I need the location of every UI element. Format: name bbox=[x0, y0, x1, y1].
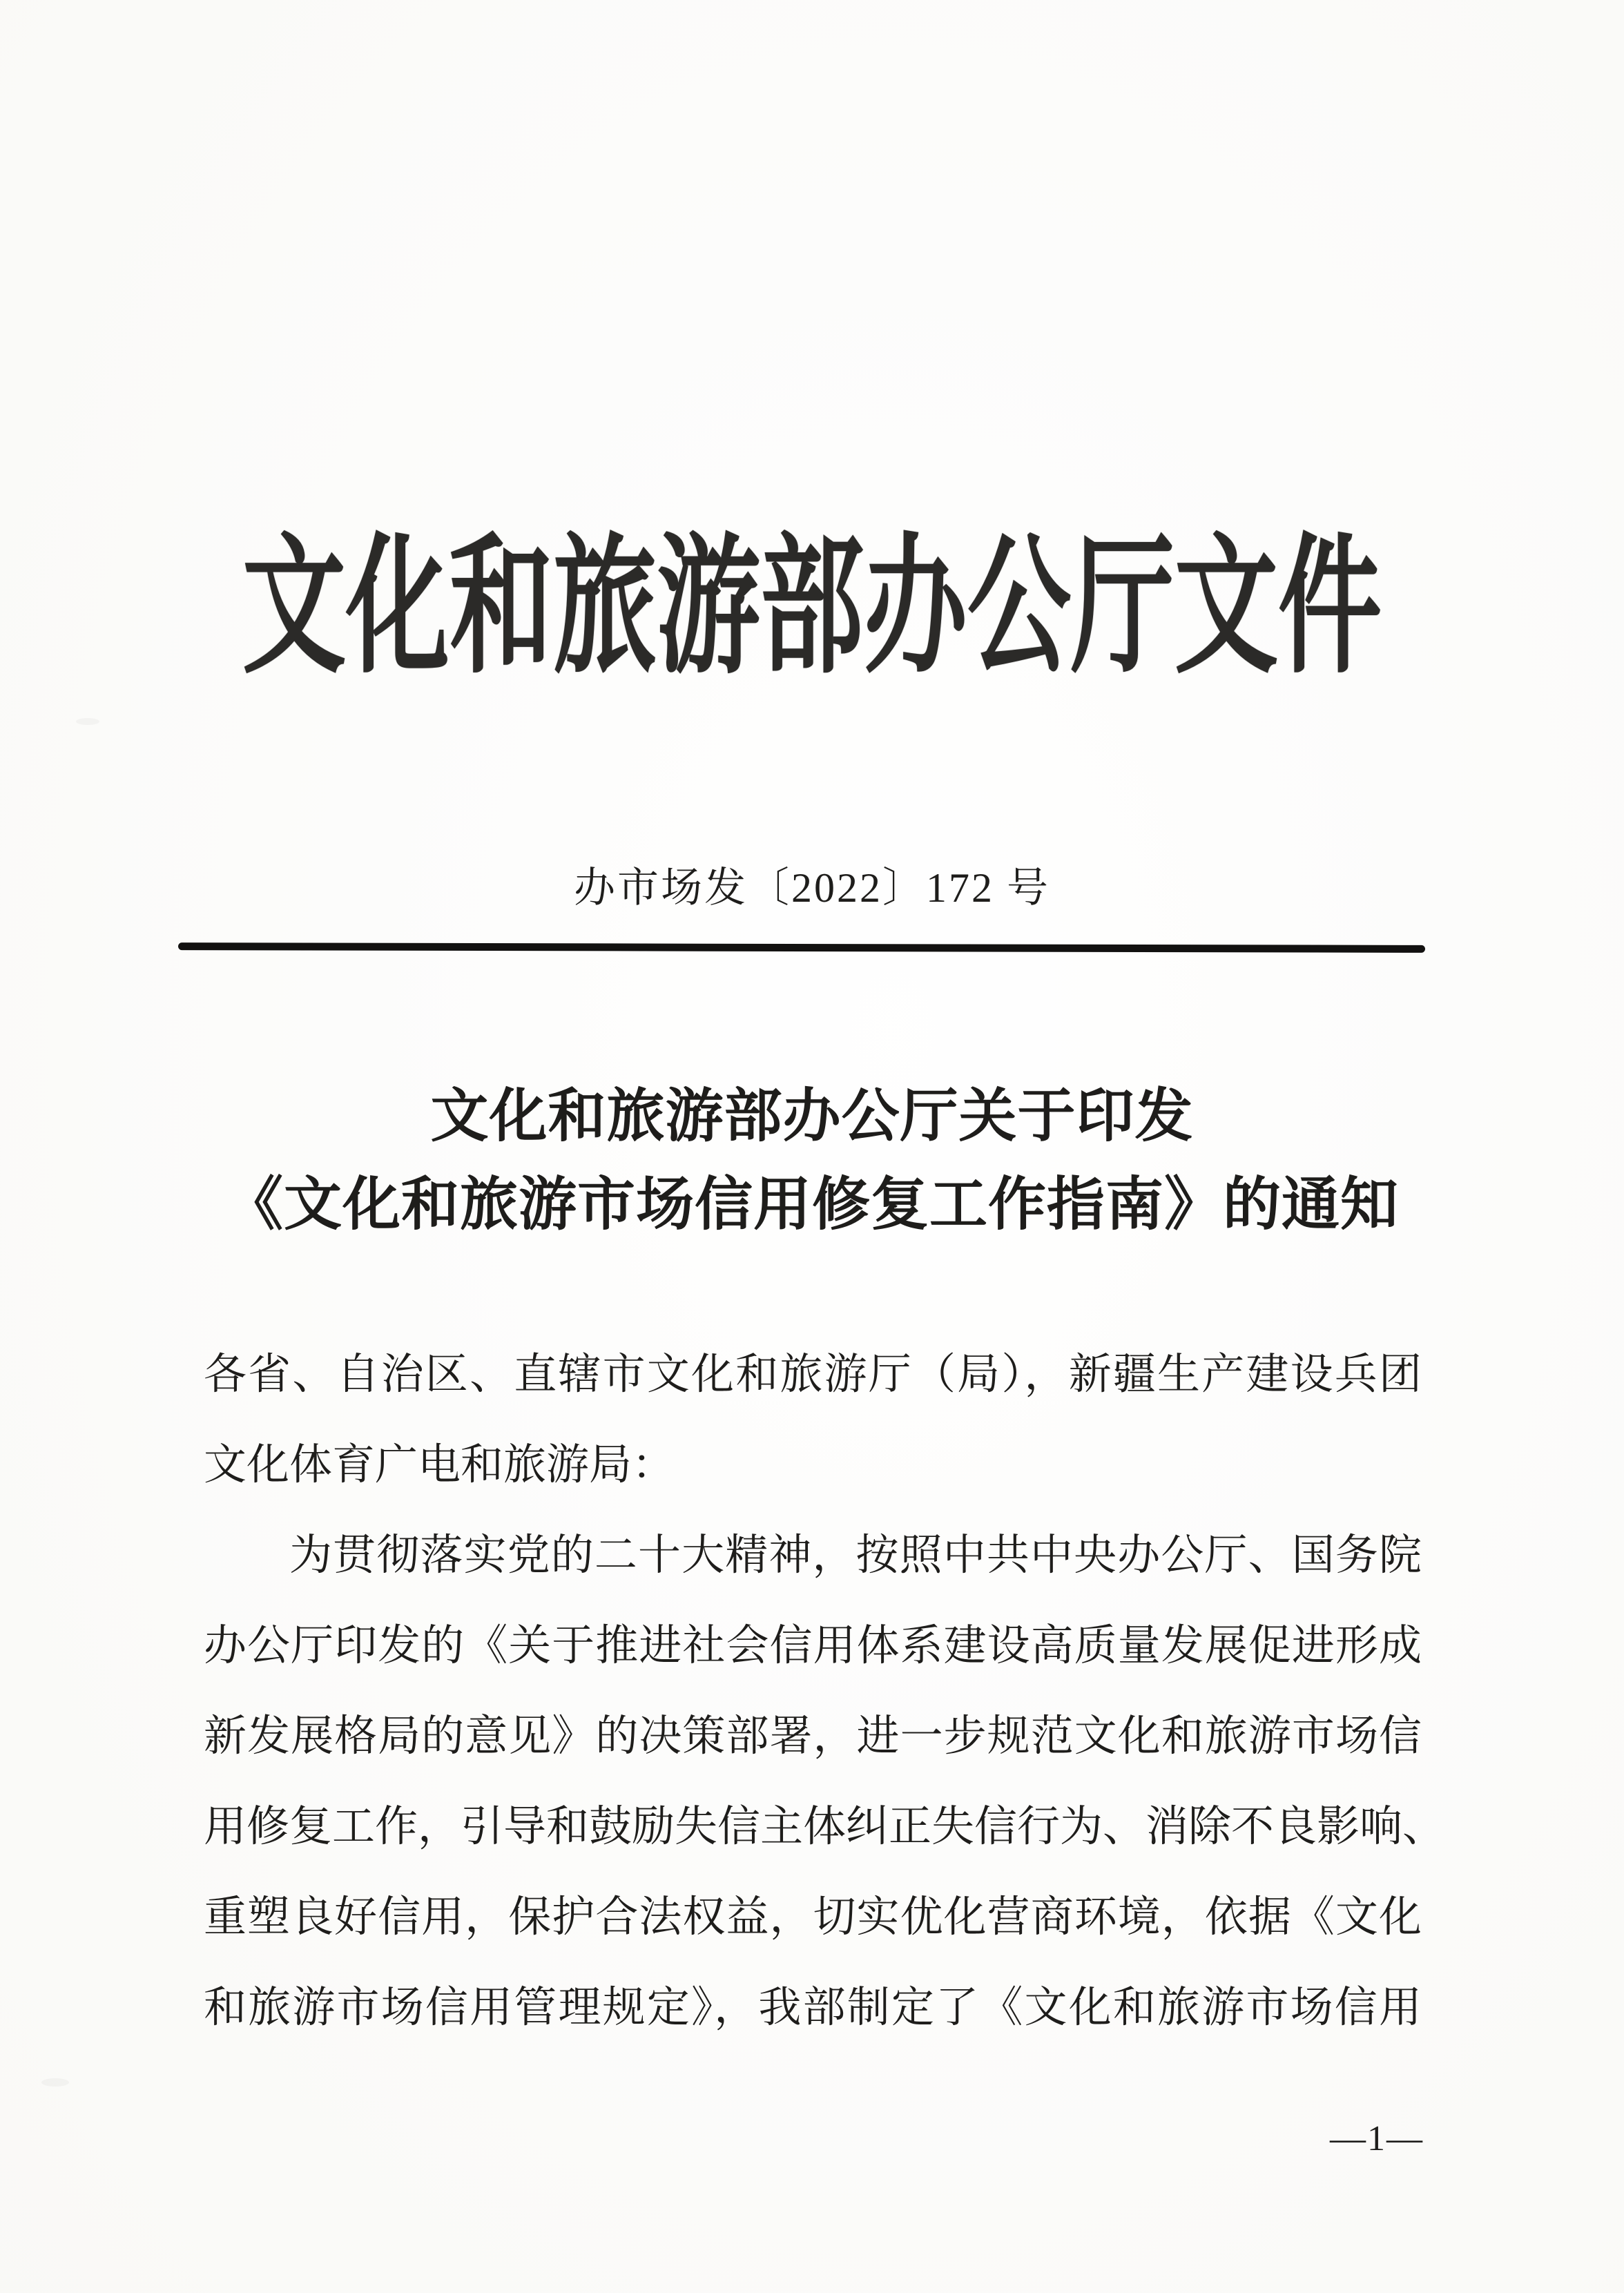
notice-title-line-2: 《文化和旅游市场信用修复工作指南》的通知 bbox=[224, 1172, 1399, 1237]
body-line-paragraph-4: 用修复工作，引导和鼓励失信主体纠正失信行为、消除不良影响、 bbox=[204, 1803, 1446, 1850]
body-line-salutation-1: 各省、自治区、直辖市文化和旅游厅（局），新疆生产建设兵团 bbox=[204, 1351, 1422, 1398]
body-line-paragraph-5: 重塑良好信用，保护合法权益，切实优化营商环境，依据《文化 bbox=[204, 1894, 1422, 1941]
body-text bbox=[204, 1330, 1446, 2053]
notice-title bbox=[0, 1072, 1624, 1248]
body-line-paragraph-6: 和旅游市场信用管理规定》，我部制定了《文化和旅游市场信用 bbox=[204, 1984, 1422, 2031]
letterhead-title: 文化和旅游部办公厅文件 bbox=[242, 525, 1382, 692]
body-line-paragraph-1: 为贯彻落实党的二十大精神，按照中共中央办公厅、国务院 bbox=[289, 1532, 1422, 1579]
document-number: 办市场发〔2022〕172 号 bbox=[574, 865, 1050, 911]
body-line-paragraph-2: 办公厅印发的《关于推进社会信用体系建设高质量发展促进形成 bbox=[204, 1623, 1422, 1670]
letterhead-divider-rule bbox=[178, 942, 1425, 953]
body-line-paragraph-3: 新发展格局的意见》的决策部署，进一步规范文化和旅游市场信 bbox=[204, 1713, 1422, 1760]
body-line-salutation-2: 文化体育广电和旅游局： bbox=[204, 1442, 675, 1489]
scan-smudge bbox=[76, 718, 99, 725]
notice-title-line-1: 文化和旅游部办公厅关于印发 bbox=[430, 1083, 1194, 1148]
page-number: —1— bbox=[1330, 2119, 1424, 2158]
scan-smudge bbox=[41, 2078, 69, 2087]
